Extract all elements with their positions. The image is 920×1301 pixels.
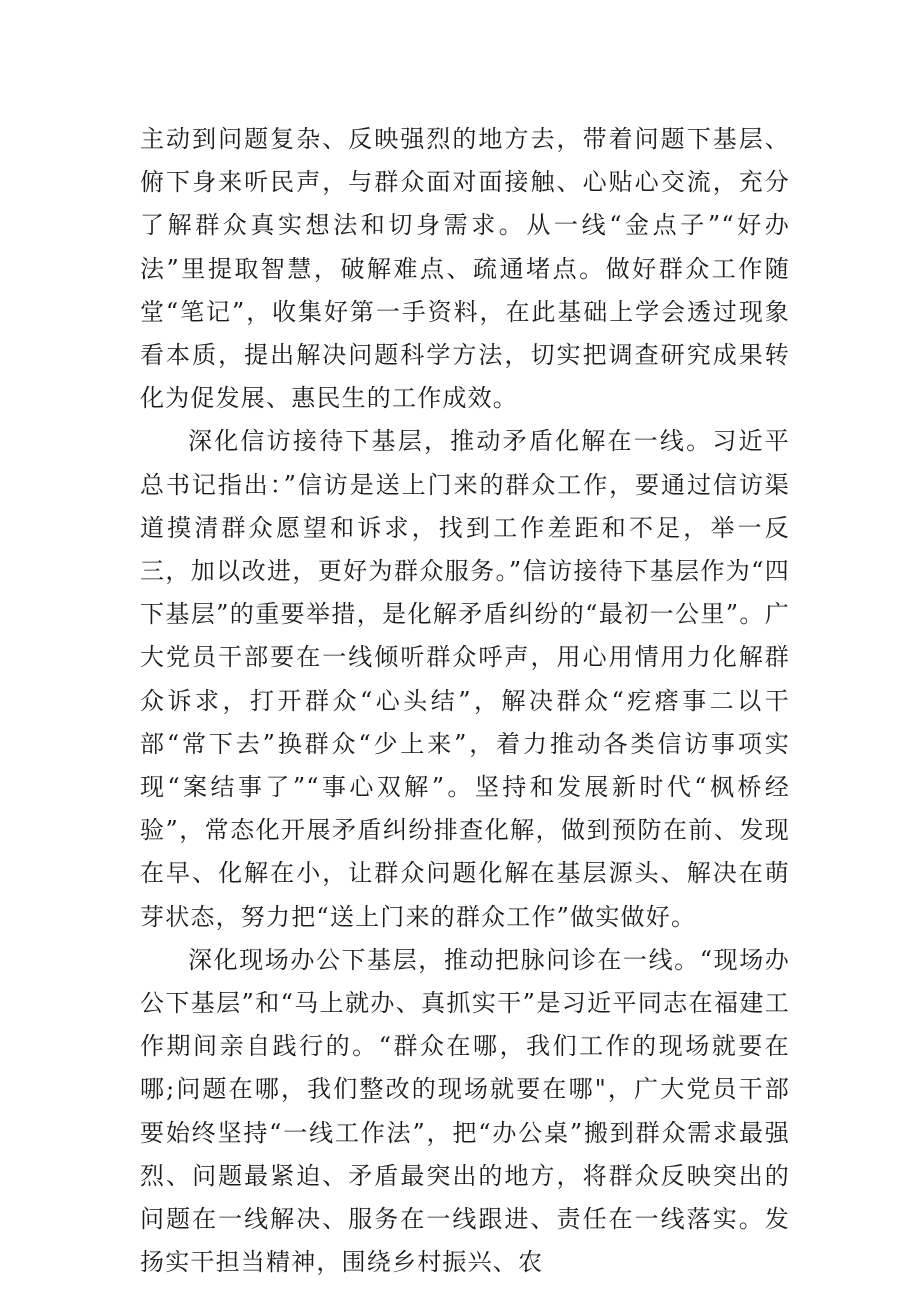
paragraph-onsite-office: 深化现场办公下基层，推动把脉问诊在一线。“现场办公下基层”和“马上就办、真抓实干”是习近平同志在福建工作期间亲自践行的。“群众在哪，我们工作的现场就要在哪;问题在哪，我们整改的现场就要在哪"，广大党员干部要始终坚持“一线工作法”，把“办公桌”搬到群众需求最强烈、问题最紧迫、矛盾最突出的地方，将群众反映突出的问题在一线解决、服务在一线跟进、责任在一线落实。发扬实干担当精神，围绕乡村振兴、农 (140, 945, 790, 1277)
paragraph-petition-reception: 深化信访接待下基层，推动矛盾化解在一线。习近平总书记指出：”信访是送上门来的群众工作，要通过信访渠道摸清群众愿望和诉求，找到工作差距和不足，举一反三，加以改进，更好为群众服务。”信访接待下基层作为“四下基层”的重要举措，是化解矛盾纠纷的“最初一公里”。广大党员干部要在一线倾听群众呼声，用心用情用力化解群众诉求，打开群众“心头结”，解决群众“疙瘩事二以干部“常下去”换群众“少上来”，着力推动各类信访事项实现“案结事了”“事心双解”。坚持和发展新时代“枫桥经验”，常态化开展矛盾纠纷排查化解，做到预防在前、发现在早、化解在小，让群众问题化解在基层源头、解决在萌芽状态，努力把“送上门来的群众工作”做实做好。 (140, 427, 790, 931)
paragraph-continuation: 主动到问题复杂、反映强烈的地方去，带着问题下基层、俯下身来听民声，与群众面对面接触、心贴心交流，充分了解群众真实想法和切身需求。从一线“金点子”“好办法”里提取智慧，破解难点、疏通堵点。做好群众工作随堂“笔记”，收集好第一手资料，在此基础上学会透过现象看本质，提出解决问题科学方法，切实把调查研究成果转化为促发展、惠民生的工作成效。 (140, 125, 790, 413)
body-text (140, 118, 790, 1284)
